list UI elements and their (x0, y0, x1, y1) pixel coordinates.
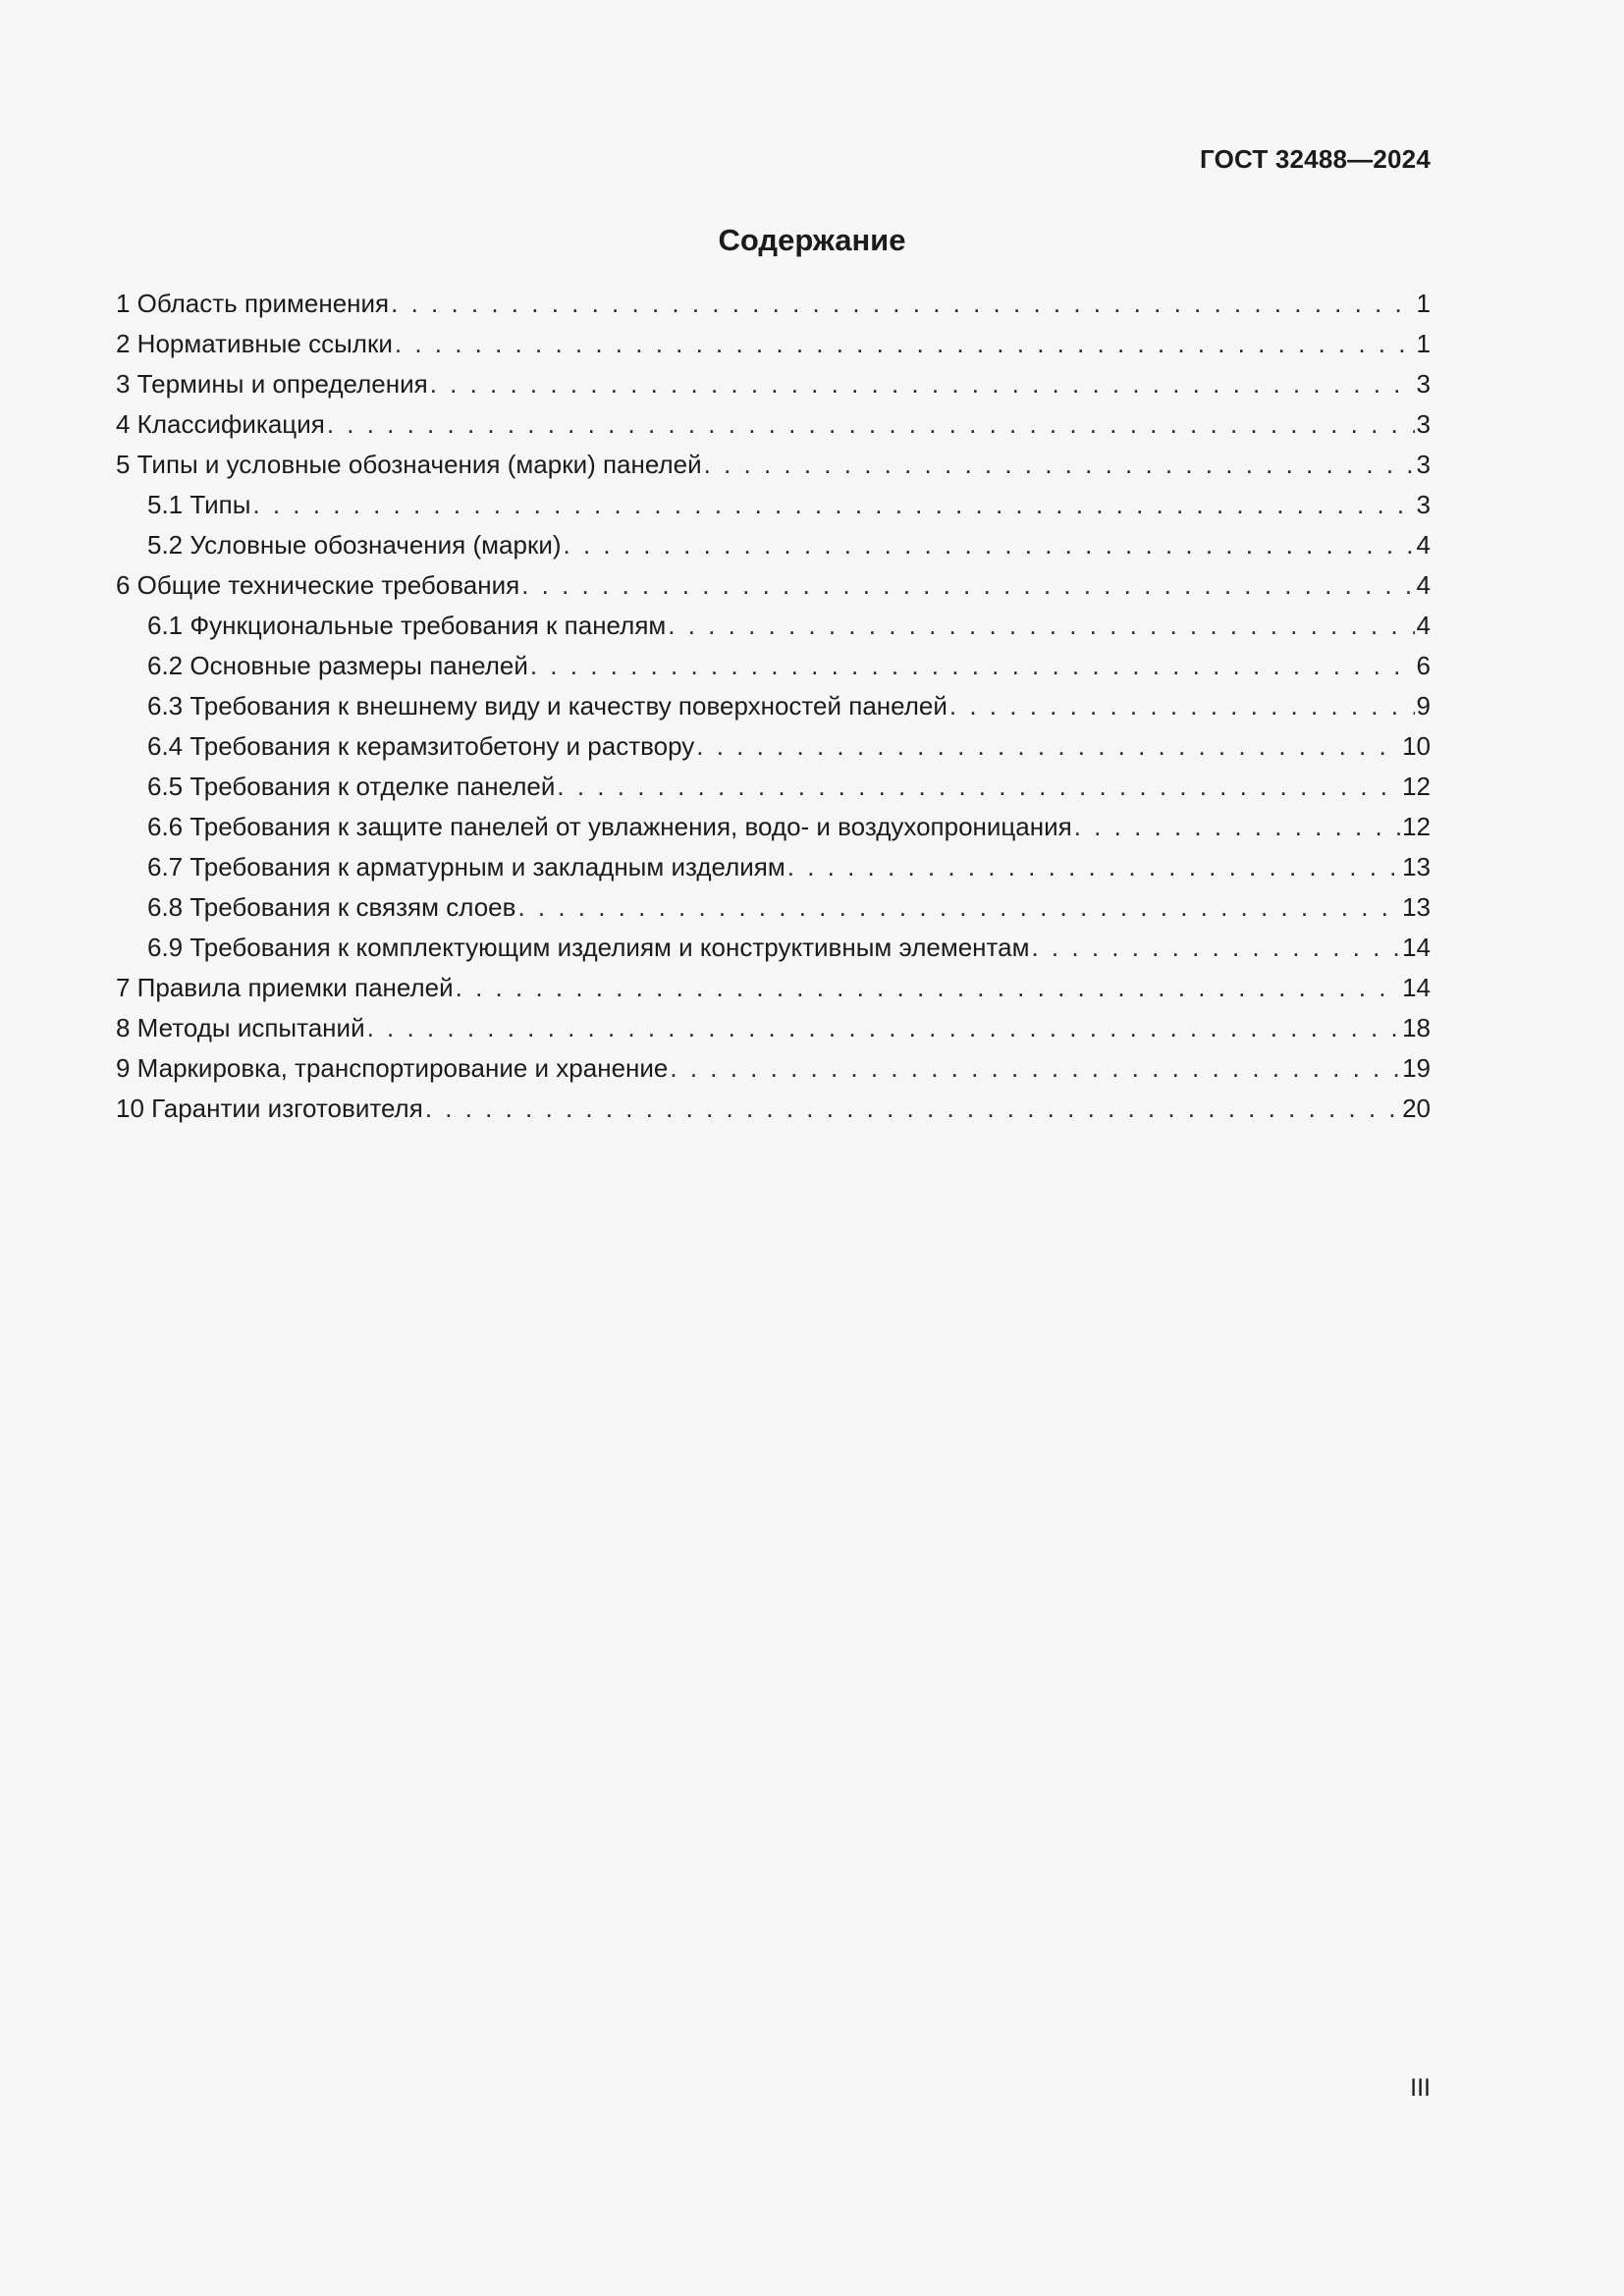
toc-entry[interactable] (116, 324, 1431, 364)
toc-entry[interactable] (116, 565, 1431, 606)
toc-entry-page: 1 (1416, 329, 1431, 358)
dot-leader (1031, 928, 1400, 968)
toc-entry-page: 13 (1402, 892, 1431, 922)
toc-entry[interactable] (116, 1089, 1431, 1129)
table-of-contents (116, 284, 1431, 1129)
toc-entry-title: 6.2 Основные размеры панелей (147, 651, 528, 680)
dot-leader (327, 404, 1415, 445)
toc-entry-page: 3 (1416, 450, 1431, 479)
toc-entry[interactable] (116, 485, 1431, 525)
toc-entry-page: 3 (1416, 409, 1431, 439)
toc-entry-title: 5.2 Условные обозначения (марки) (147, 530, 562, 560)
toc-entry-page: 20 (1402, 1094, 1431, 1123)
dot-leader (391, 284, 1414, 324)
toc-entry[interactable] (116, 606, 1431, 646)
toc-entry-title: 6.1 Функциональные требования к панелям (147, 611, 667, 640)
toc-entry-title: 6.5 Требования к отделке панелей (147, 772, 556, 801)
toc-entry-title: 8 Методы испытаний (116, 1013, 365, 1042)
toc-entry-page: 3 (1416, 490, 1431, 519)
toc-entry-title: 1 Область применения (116, 289, 390, 318)
toc-entry-page: 18 (1402, 1013, 1431, 1042)
toc-entry[interactable] (116, 887, 1431, 928)
toc-entry-title: 5.1 Типы (147, 490, 251, 519)
toc-entry-page: 19 (1402, 1053, 1431, 1083)
toc-entry-page: 3 (1416, 369, 1431, 399)
dot-leader (456, 968, 1400, 1008)
dot-leader (668, 606, 1414, 646)
toc-entry-page: 13 (1402, 852, 1431, 881)
toc-entry[interactable] (116, 284, 1431, 324)
dot-leader (787, 847, 1400, 887)
dot-leader (367, 1008, 1400, 1048)
toc-entry[interactable] (116, 928, 1431, 968)
toc-title: Содержание (718, 223, 906, 257)
toc-entry[interactable] (116, 968, 1431, 1008)
toc-entry-page: 12 (1402, 812, 1431, 841)
toc-entry[interactable] (116, 767, 1431, 807)
dot-leader (696, 726, 1400, 767)
dot-leader (521, 565, 1414, 606)
toc-entry-page: 9 (1416, 691, 1431, 721)
toc-entry[interactable] (116, 525, 1431, 565)
toc-entry-title: 10 Гарантии изготовителя (116, 1094, 423, 1123)
toc-entry[interactable] (116, 404, 1431, 445)
toc-entry[interactable] (116, 646, 1431, 686)
toc-entry-page: 12 (1402, 772, 1431, 801)
dot-leader (430, 364, 1415, 404)
dot-leader (557, 767, 1400, 807)
toc-entry[interactable] (116, 726, 1431, 767)
toc-entry-page: 4 (1416, 570, 1431, 600)
toc-entry[interactable] (116, 1048, 1431, 1089)
toc-entry-title: 2 Нормативные ссылки (116, 329, 393, 358)
toc-entry-title: 9 Маркировка, транспортирование и хранение (116, 1053, 669, 1083)
toc-entry[interactable] (116, 1008, 1431, 1048)
toc-entry-title: 6.9 Требования к комплектующим изделиям и конструктивным элементам (147, 933, 1030, 962)
dot-leader (252, 485, 1414, 525)
dot-leader (1074, 807, 1400, 847)
toc-entry[interactable] (116, 445, 1431, 485)
toc-entry-page: 10 (1402, 731, 1431, 761)
toc-entry-title: 6.8 Требования к связям слоев (147, 892, 516, 922)
toc-entry-page: 6 (1416, 651, 1431, 680)
toc-entry-page: 14 (1402, 973, 1431, 1002)
toc-entry-title: 3 Термины и определения (116, 369, 428, 399)
toc-entry-page: 14 (1402, 933, 1431, 962)
dot-leader (670, 1048, 1400, 1089)
toc-entry-page: 4 (1416, 530, 1431, 560)
toc-entry[interactable] (116, 807, 1431, 847)
dot-leader (425, 1089, 1400, 1129)
toc-entry[interactable] (116, 364, 1431, 404)
page-number: III (1410, 2074, 1431, 2102)
toc-entry-page: 4 (1416, 611, 1431, 640)
toc-entry-title: 6 Общие технические требования (116, 570, 520, 600)
dot-leader (530, 646, 1415, 686)
dot-leader (949, 686, 1415, 726)
toc-entry-title: 6.3 Требования к внешнему виду и качеству поверхностей панелей (147, 691, 947, 721)
toc-entry-title: 5 Типы и условные обозначения (марки) панелей (116, 450, 702, 479)
dot-leader (395, 324, 1415, 364)
toc-entry[interactable] (116, 686, 1431, 726)
document-code: ГОСТ 32488—2024 (1200, 144, 1431, 174)
dot-leader (517, 887, 1400, 928)
toc-entry-title: 6.4 Требования к керамзитобетону и раствору (147, 731, 695, 761)
toc-entry-page: 1 (1416, 289, 1431, 318)
toc-entry[interactable] (116, 847, 1431, 887)
toc-entry-title: 6.6 Требования к защите панелей от увлажнения, водо- и воздухопроницания (147, 812, 1072, 841)
toc-entry-title: 7 Правила приемки панелей (116, 973, 454, 1002)
dot-leader (704, 445, 1415, 485)
toc-entry-title: 6.7 Требования к арматурным и закладным изделиям (147, 852, 785, 881)
toc-entry-title: 4 Классификация (116, 409, 325, 439)
dot-leader (564, 525, 1415, 565)
